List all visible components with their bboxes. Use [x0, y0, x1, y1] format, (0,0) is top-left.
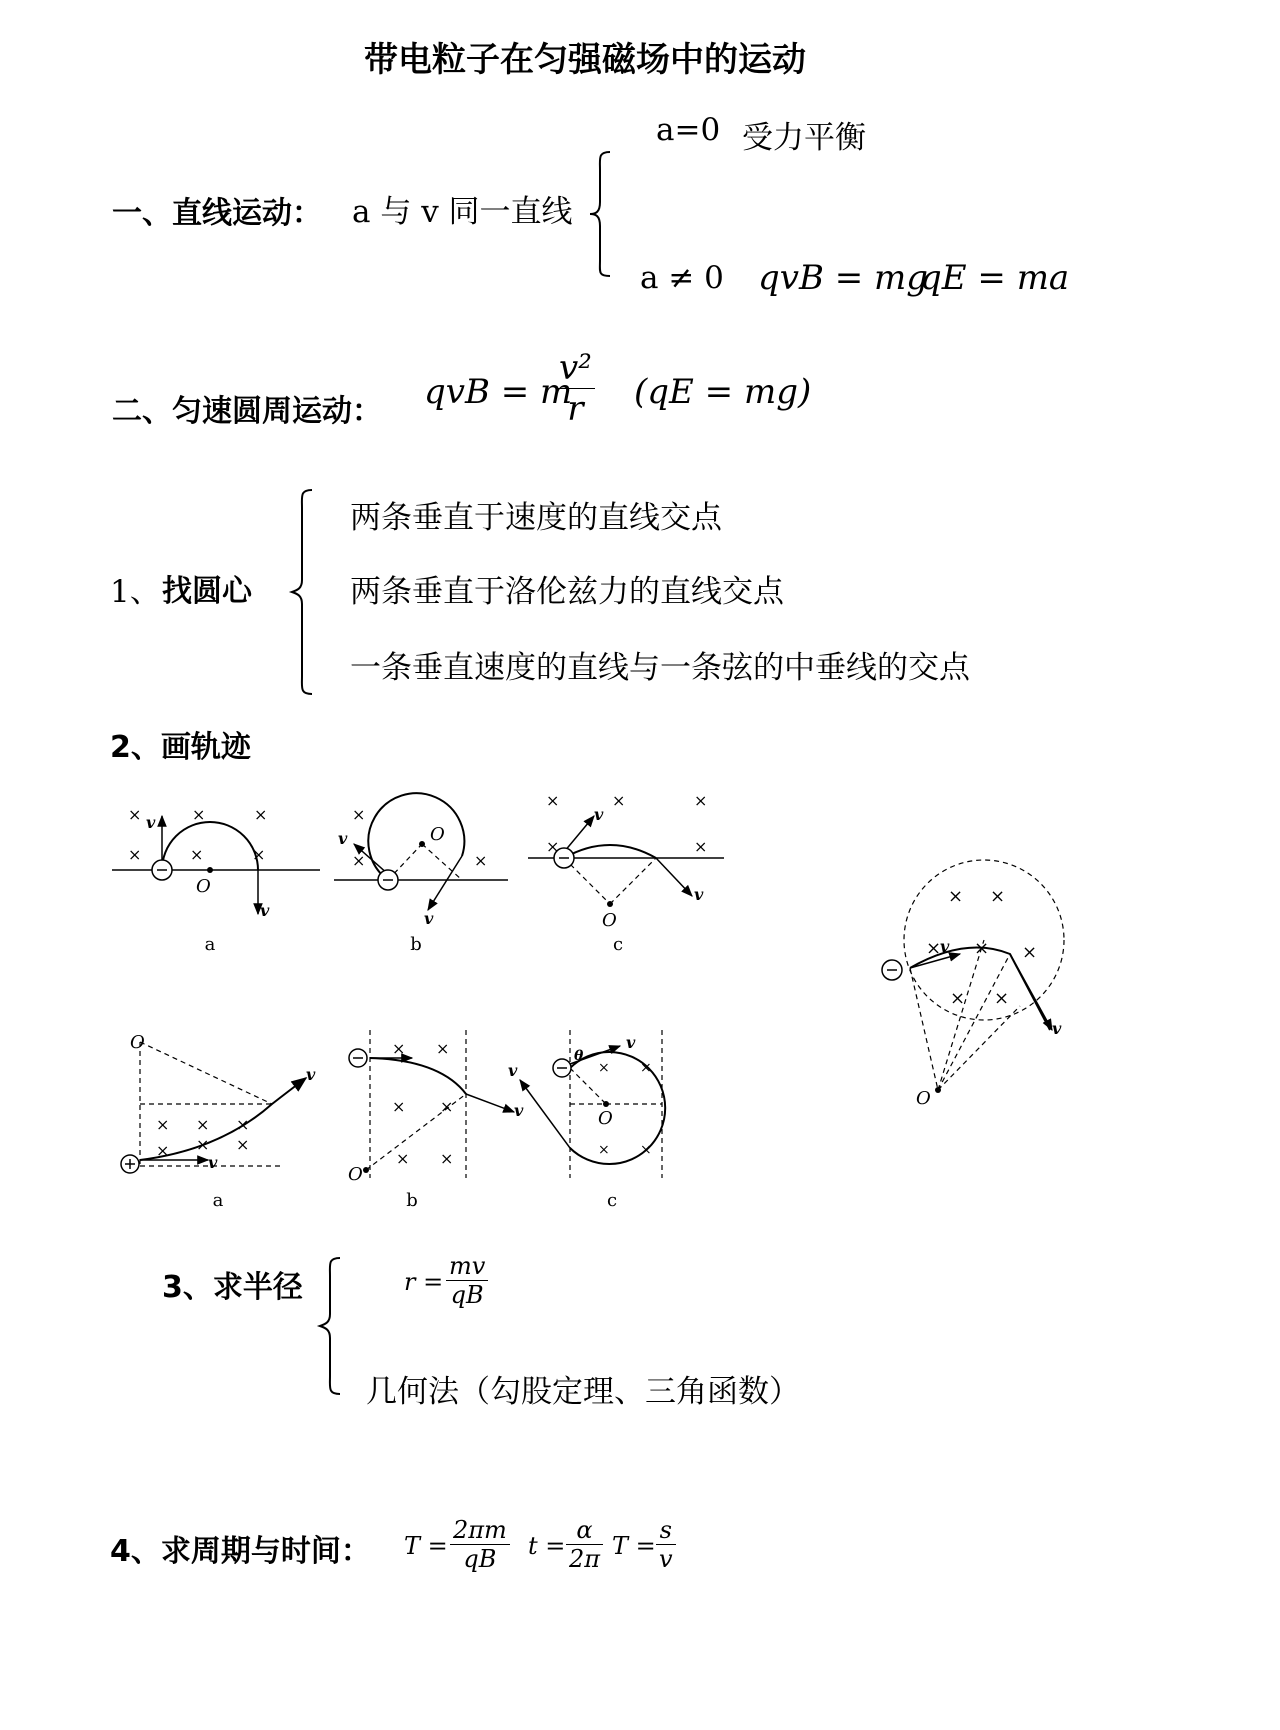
fraction-numerator: s [659, 1516, 672, 1544]
page-title: 带电粒子在匀强磁场中的运动 [364, 40, 806, 80]
fraction-denominator: qB [463, 1545, 497, 1573]
cross-mark: × [440, 1149, 454, 1168]
case2-eq2: qE = ma [920, 258, 1070, 298]
fraction-denominator: r [567, 389, 584, 429]
fraction-numerator: 2πm [453, 1516, 507, 1544]
section4-heading: 2、画轨迹 [110, 730, 251, 765]
figure-caption: c [612, 934, 624, 955]
cross-mark: × [990, 886, 1006, 907]
fig-label-o: O [130, 1032, 145, 1053]
cross-mark: × [974, 938, 990, 959]
fig-label-v: v [694, 885, 704, 904]
geometry-method: 几何法（勾股定理、三角函数） [366, 1374, 800, 1410]
cross-mark: × [254, 805, 268, 824]
fraction-numerator: v² [559, 348, 592, 388]
period-lhs: T = [404, 1532, 448, 1560]
time-lhs: t = [528, 1532, 566, 1560]
cross-mark: × [128, 805, 142, 824]
figure-caption: c [606, 1190, 618, 1211]
radius-lhs: r = [404, 1268, 444, 1296]
section2-lhs: qvB = m [424, 372, 573, 412]
fig-label-o: O [916, 1088, 931, 1109]
center-method-2: 两条垂直于洛伦兹力的直线交点 [350, 574, 784, 610]
figure-caption: b [406, 1190, 418, 1211]
figure-caption: a [204, 934, 216, 955]
cross-mark: × [396, 1149, 410, 1168]
cross-mark: × [352, 851, 366, 870]
cross-mark: × [192, 805, 206, 824]
cross-mark: × [236, 1115, 250, 1134]
figure-caption: b [410, 934, 422, 955]
center-method-1: 两条垂直于速度的直线交点 [350, 500, 722, 536]
section1-desc: a 与 v 同一直线 [352, 194, 573, 230]
fraction-denominator: v [659, 1545, 673, 1573]
fraction-denominator: 2π [569, 1545, 601, 1573]
section2-heading: 二、匀速圆周运动： [112, 394, 382, 429]
cross-mark: × [612, 791, 626, 810]
cross-mark: × [1022, 942, 1038, 963]
section2-paren: (qE = mg) [634, 372, 812, 412]
cross-mark: × [236, 1135, 250, 1154]
fig-label-v: v [260, 901, 270, 920]
cross-mark: × [694, 791, 708, 810]
cross-mark: × [474, 851, 488, 870]
section3-heading: 找圆心 [162, 574, 252, 609]
fraction-numerator: α [576, 1516, 593, 1544]
case2-eq1: qvB = mg [758, 258, 929, 298]
cross-mark: × [156, 1141, 170, 1160]
cross-mark: × [196, 1115, 210, 1134]
cross-mark: × [436, 1039, 450, 1058]
cross-mark: × [196, 1135, 210, 1154]
cross-mark: × [640, 1142, 652, 1158]
fig-label-v: v [146, 813, 156, 832]
fig-label-v: v [940, 937, 950, 956]
cross-mark: × [352, 805, 366, 824]
figure-row1-c [528, 791, 724, 955]
cross-mark: × [440, 1097, 454, 1116]
cross-mark: × [640, 1060, 652, 1076]
cross-mark: × [926, 938, 942, 959]
fig-label-v: v [338, 829, 348, 848]
fig-label-theta: θ [574, 1048, 584, 1064]
cross-mark: × [994, 988, 1010, 1009]
cross-mark: × [598, 1142, 610, 1158]
cross-mark: × [128, 845, 142, 864]
section3-prefix: 1、 [110, 574, 161, 610]
fig-label-o: O [602, 910, 617, 931]
section1-heading: 一、直线运动： [112, 196, 322, 231]
time-fraction-2 [656, 1516, 676, 1573]
center-method-3: 一条垂直速度的直线与一条弦的中垂线的交点 [350, 650, 970, 686]
fig-label-v: v [1052, 1019, 1062, 1038]
fraction-numerator: mv [449, 1252, 486, 1280]
fig-label-o: O [196, 876, 211, 897]
figure-row2-a [121, 1032, 316, 1211]
figure-caption: a [212, 1190, 224, 1211]
figure-row1-b [334, 793, 508, 955]
fig-label-v: v [306, 1065, 316, 1084]
cross-mark: × [392, 1039, 406, 1058]
cross-mark: × [546, 791, 560, 810]
cross-mark: × [598, 1060, 610, 1076]
figure-circle-field [882, 860, 1064, 1109]
case1-cond: a=0 [656, 112, 721, 148]
fig-label-o: O [348, 1164, 363, 1185]
fig-label-v: v [208, 1153, 218, 1172]
period-fraction [450, 1516, 510, 1573]
cross-mark: × [252, 845, 266, 864]
section6-heading: 4、求周期与时间： [110, 1534, 371, 1569]
fig-label-v: v [514, 1101, 524, 1120]
section5-brace [318, 1256, 348, 1396]
cross-mark: × [948, 886, 964, 907]
section5-heading: 3、求半径 [162, 1270, 303, 1305]
time-mid: T = [612, 1532, 656, 1560]
case1-note: 受力平衡 [742, 120, 866, 156]
case2-cond: a ≠ 0 [640, 260, 724, 296]
fig-label-v: v [424, 909, 434, 928]
figure-row1-a [112, 805, 320, 955]
cross-mark: × [156, 1115, 170, 1134]
cross-mark: × [546, 837, 560, 856]
cross-mark: × [950, 988, 966, 1009]
cross-mark: × [694, 837, 708, 856]
fig-label-v: v [594, 805, 604, 824]
fig-label-o: O [598, 1108, 613, 1129]
fig-label-v: v [626, 1033, 636, 1052]
radius-fraction [446, 1252, 488, 1309]
cross-mark: × [190, 845, 204, 864]
fig-label-o: O [430, 824, 445, 845]
figure-row2-b [348, 1030, 524, 1211]
fig-label-v: v [508, 1061, 518, 1080]
fraction-denominator: qB [450, 1281, 484, 1309]
figure-row2-c [508, 1030, 665, 1211]
time-fraction [566, 1516, 603, 1573]
cross-mark: × [392, 1097, 406, 1116]
